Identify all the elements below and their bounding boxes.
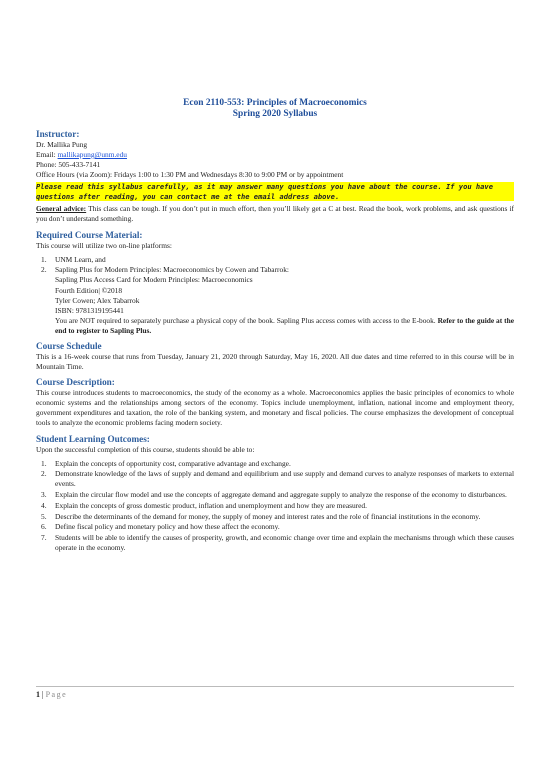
page-footer	[36, 686, 514, 700]
outcome-item: 2. Demonstrate knowledge of the laws of supply and demand and equilibrium and use supply and demand curves to analyze responses of markets to external events.	[41, 469, 514, 489]
outcomes-heading: Student Learning Outcomes:	[36, 433, 150, 444]
book-line: Sapling Plus for Modern Principles: Macroeconomics by Cowen and Tabarrok:	[55, 265, 289, 275]
page-content	[36, 98, 514, 554]
register-guide-note: Refer to the guide at the end to register to Sapling Plus.	[55, 315, 514, 335]
book-line: Sapling Plus Access Card for Modern Principles: Macroeconomics	[55, 275, 253, 285]
schedule-text: This is a 16-week course that runs from Tuesday, January 21, 2020 through Saturday, May 16, 2020. All due dates and time referred to in this course will be in Mountain Time.	[36, 352, 514, 372]
page-label: Page	[45, 690, 68, 699]
book-note: You are NOT required to separately purchase a physical copy of the book. Sapling Plus access comes with access to the E-book. Refer to the guide at the end to register to Sapling Plus.	[55, 315, 514, 335]
materials-intro: This course will utilize two on-line platforms:	[36, 240, 172, 250]
materials-item-1: 1. UNM Learn, and	[41, 254, 106, 264]
instructor-heading: Instructor:	[36, 128, 80, 139]
email-link[interactable]: mallikapung@unm.edu	[57, 149, 127, 159]
general-advice-text: This class can be tough. If you don’t put in much effort, then you’ll likely get a C at best. Read the book, work problems, and ask questions if you don’t understand something.	[36, 204, 514, 224]
outcome-item: 4. Explain the concepts of gross domestic product, inflation and unemployment and how they are measured.	[41, 500, 367, 510]
office-hours: Office Hours (via Zoom): Fridays 1:00 to 1:30 PM and Wednesdays 8:30 to 9:00 PM or by appointment	[36, 170, 344, 180]
page-number: 1	[36, 690, 40, 699]
title-course: Econ 2110-553: Principles of Macroeconomics	[183, 98, 367, 108]
instructor-email-line	[36, 150, 514, 160]
schedule-heading: Course Schedule	[36, 341, 102, 351]
title-term: Spring 2020 Syllabus	[232, 109, 318, 120]
outcomes-list	[36, 459, 514, 553]
instructor-name: Dr. Mallika Pung	[36, 139, 88, 149]
email-label: Email:	[36, 149, 58, 159]
outcome-item: 6. Define fiscal policy and monetary policy and how these affect the economy.	[41, 522, 280, 532]
instructor-phone: Phone: 505-433-7141	[36, 160, 101, 169]
description-text: This course introduces students to macroeconomics, the study of the economy as a whole. Macroeconomics applies the basic principles of economics to whole economic systems and the relationships among sectors of the economy. Topics include unemployment, inflation, national income and employment theory, government expenditures and taxation, the role of the banking system, and monetary and fiscal policies. The course emphasizes the development of conceptual tools to analyze the economic problems facing modern society.	[36, 388, 514, 428]
materials-heading: Required Course Material:	[36, 229, 143, 240]
read-carefully-notice: Please read this syllabus carefully, as it may answer many questions you have about the course. If you have questions after reading, you can contact me at the email address above.	[36, 182, 514, 201]
general-advice	[36, 204, 514, 224]
outcomes-intro: Upon the successful completion of this course, students should be able to:	[36, 444, 255, 454]
footer-separator: |	[40, 690, 46, 699]
description-heading: Course Description:	[36, 377, 115, 388]
instructor-block	[36, 140, 514, 180]
general-advice-label: General advice:	[36, 204, 87, 214]
book-line: Fourth Edition| ©2018	[55, 285, 123, 295]
outcome-item: 1. Explain the concepts of opportunity cost, comparative advantage and exchange.	[41, 458, 291, 468]
outcome-item: 7. Students will be able to identify the causes of prosperity, growth, and economic change over time and explain the mechanisms through which these causes operate in the economy.	[41, 532, 514, 552]
materials-list	[36, 255, 514, 336]
book-line: ISBN: 9781319195441	[55, 305, 124, 315]
book-line: Tyler Cowen; Alex Tabarrok	[55, 295, 140, 305]
document-title	[36, 98, 514, 121]
materials-item-2: 2. Sapling Plus for Modern Principles: Macroeconomics by Cowen and Tabarrok: Sapling Plus Access Card for Modern Principles: Macroeconomics Fourth Edition| ©2018 Tyler Cowen; Alex Tabarrok ISBN: 9781319195441 You are NOT required to separately purchase a physical copy of the book. Sapling Plus access comes with access to the E-book. Refer to the guide at the end to register to Sapling Plus.	[41, 265, 514, 335]
outcome-item: 5. Describe the determinants of the demand for money, the supply of money and interest rates and the role of financial institutions in the economy.	[41, 511, 481, 521]
outcome-item: 3. Explain the circular flow model and use the concepts of aggregate demand and aggregate supply to analyze the response of the economy to disturbances.	[41, 490, 507, 500]
